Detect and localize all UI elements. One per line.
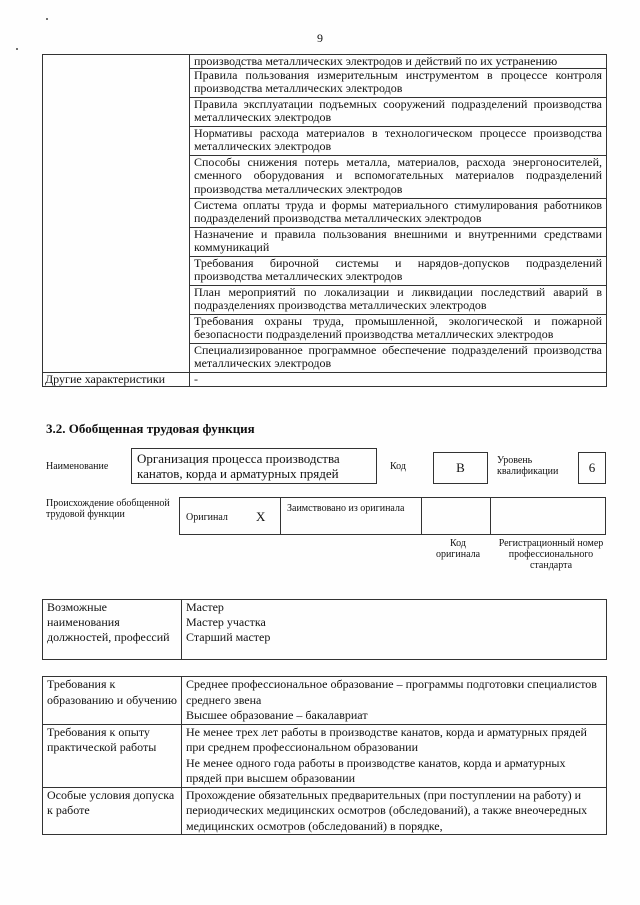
knowledge-table	[42, 54, 607, 387]
requirement-line: Среднее профессиональное образование – программы подготовки специалистов среднего звена	[186, 677, 597, 707]
table-cell: Назначение и правила пользования внешними и внутренними средствами коммуникаций	[190, 228, 607, 257]
requirements-table	[42, 676, 607, 835]
code-label: Код	[390, 461, 406, 472]
other-characteristics-label: Другие характеристики	[43, 373, 190, 387]
reg-number-label: Регистрационный номер профессионального стандарта	[498, 538, 604, 571]
name-label: Наименование	[46, 461, 109, 472]
position-item: Мастер	[186, 600, 224, 614]
scan-dot	[46, 18, 48, 20]
admission-values	[182, 787, 607, 835]
table-cell: Правила эксплуатации подъемных сооружений подразделений производства металлических электродов	[190, 98, 607, 127]
table-cell: производства металлических электродов и действий по их устранению	[190, 55, 607, 69]
requirement-line: Прохождение обязательных предварительных (при поступлении на работу) и периодических медицинских осмотров (обследований), а также внеочередных медицинских осмотров (обследований) в порядке,	[186, 787, 588, 833]
origin-label: Происхождение обобщенной трудовой функции	[46, 498, 170, 520]
requirement-line: Не менее трех лет работы в производстве канатов, корда и арматурных прядей при среднем профессиональном образовании	[186, 724, 587, 754]
original-label: Оригинал	[186, 512, 228, 523]
origin-box	[179, 497, 606, 535]
table-cell: Специализированное программное обеспечение подразделений производства металлических электродов	[190, 344, 607, 373]
borrowed-label: Заимствовано из оригинала	[287, 503, 405, 514]
table-row	[43, 600, 607, 660]
table-cell: Требования бирочной системы и нарядов-допусков подразделений производства металлических электродов	[190, 257, 607, 286]
positions-values	[182, 600, 607, 660]
code-original-label: Код оригинала	[435, 538, 481, 560]
original-mark: X	[256, 509, 266, 524]
position-item: Мастер участка	[186, 615, 266, 630]
function-name-value: Организация процесса производства канатов, корда и арматурных прядей	[137, 451, 340, 481]
table-cell: Правила пользования измерительным инструментом в процессе контроля производства металлических электродов	[190, 69, 607, 98]
table-cell: План мероприятий по локализации и ликвидации последствий аварий в подразделениях производства металлических электродов	[190, 286, 607, 315]
page-number: 9	[317, 31, 323, 45]
other-characteristics-value: -	[190, 373, 607, 387]
level-value: 6	[578, 452, 606, 484]
education-label: Требования к образованию и обучению	[43, 677, 182, 725]
table-cell: Система оплаты труда и формы материального стимулирования работников подразделений производства металлических электродов	[190, 199, 607, 228]
education-values	[182, 677, 607, 725]
experience-values	[182, 724, 607, 787]
table-cell: Требования охраны труда, промышленной, экологической и пожарной безопасности подразделений производства металлических электродов	[190, 315, 607, 344]
code-value: B	[433, 452, 488, 484]
scan-dot	[16, 48, 18, 50]
requirement-line: Высшее образование – бакалавриат	[186, 708, 368, 722]
function-name-box	[131, 448, 377, 484]
table-cell: Способы снижения потерь металла, материалов, расхода энергоносителей, сменного оборудования и вспомогательных материалов подразделений производства металлических электродов	[190, 156, 607, 199]
table-cell: Нормативы расхода материалов в технологическом процессе производства металлических электродов	[190, 127, 607, 156]
table-row	[43, 677, 607, 725]
position-item: Старший мастер	[186, 630, 271, 645]
level-label: Уровень квалификации	[497, 455, 559, 477]
experience-label: Требования к опыту практической работы	[43, 724, 182, 787]
table-row	[43, 724, 607, 787]
section-title: 3.2. Обобщенная трудовая функция	[46, 421, 255, 436]
requirement-line: Не менее одного года работы в производстве канатов, корда и арматурных прядей при высшем образовании	[186, 755, 566, 785]
table-row	[43, 787, 607, 835]
admission-label: Особые условия допуска к работе	[43, 787, 182, 835]
table-row	[43, 373, 607, 387]
positions-table	[42, 599, 607, 660]
positions-label: Возможные наименования должностей, профессий	[43, 600, 182, 660]
table-row	[43, 55, 607, 69]
